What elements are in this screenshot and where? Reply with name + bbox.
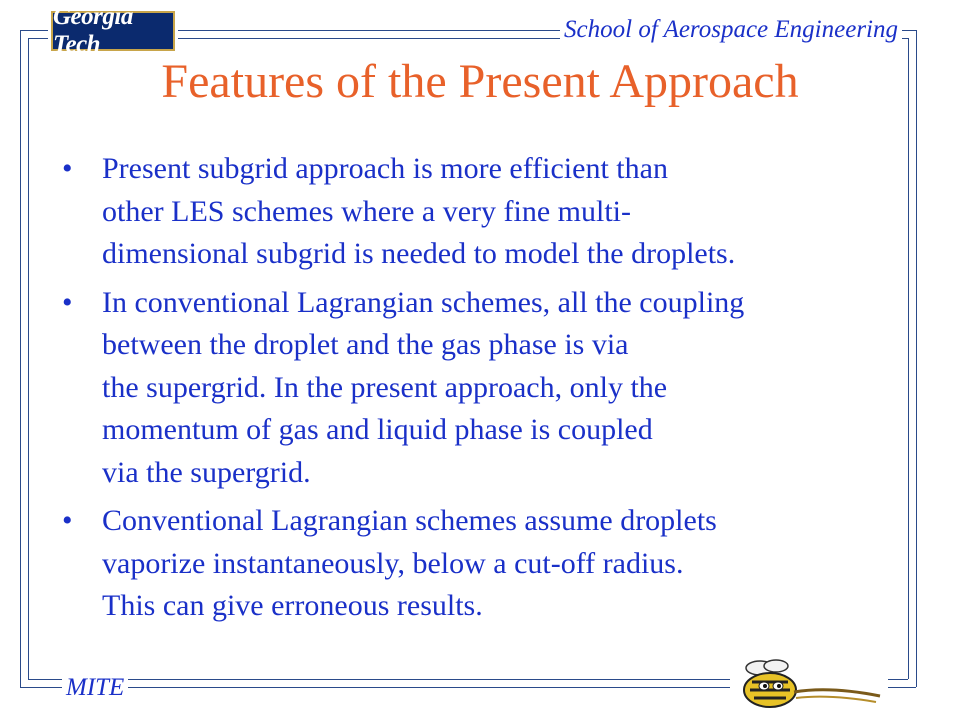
bullet-marker: • bbox=[62, 285, 73, 319]
bullet-line: Conventional Lagrangian schemes assume droplets bbox=[102, 504, 717, 537]
yellow-jacket-mascot-logo bbox=[730, 656, 888, 712]
bullet-line: dimensional subgrid is needed to model the droplets. bbox=[102, 237, 736, 270]
school-name: School of Aerospace Engineering bbox=[560, 16, 902, 44]
bullet-item bbox=[62, 148, 912, 276]
bullet-item bbox=[62, 500, 912, 628]
bullet-marker: • bbox=[62, 504, 73, 537]
footer-label: MITE bbox=[62, 674, 128, 702]
bullet-item bbox=[62, 282, 912, 495]
mascot-graphic bbox=[730, 656, 888, 712]
slide-title: Features of the Present Approach bbox=[161, 55, 799, 108]
frame-left-line bbox=[20, 30, 21, 687]
bullet-line: momentum of gas and liquid phase is coupled bbox=[102, 413, 653, 446]
bullet-line: between the droplet and the gas phase is via bbox=[102, 328, 629, 361]
bullet-line: This can give erroneous results. bbox=[102, 589, 483, 622]
bullet-line: Present subgrid approach is more efficient than bbox=[102, 152, 668, 185]
bullet-line: other LES schemes where a very fine multi- bbox=[102, 194, 631, 228]
bullet-line: via the supergrid. bbox=[102, 455, 311, 489]
bullet-list bbox=[62, 148, 912, 634]
bullet-line: the supergrid. In the present approach, only the bbox=[102, 370, 668, 404]
georgia-tech-logo-badge bbox=[51, 3, 175, 58]
bullet-line: vaporize instantaneously, below a cut-off radius. bbox=[102, 546, 684, 580]
georgia-tech-logo-text: Georgia Tech bbox=[53, 3, 133, 58]
frame-right-line bbox=[916, 30, 917, 687]
bullet-line: In conventional Lagrangian schemes, all the coupling bbox=[102, 285, 745, 319]
georgia-tech-logo bbox=[48, 3, 178, 58]
frame-left-line-inner bbox=[28, 38, 29, 679]
bullet-marker: • bbox=[62, 152, 73, 185]
